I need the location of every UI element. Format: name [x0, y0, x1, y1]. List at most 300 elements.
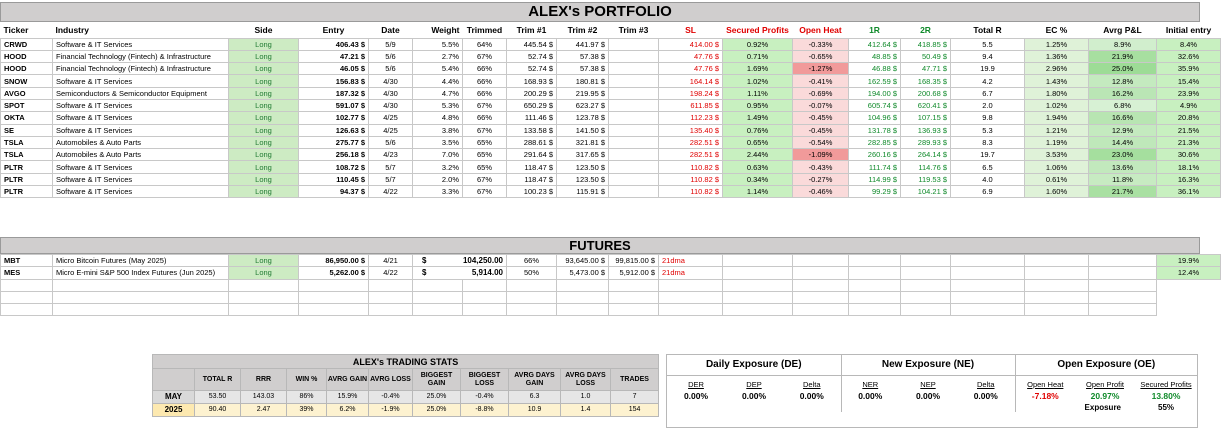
empty-row	[1, 304, 1221, 316]
cell-init: 18.1%	[1157, 161, 1221, 173]
cell-side: Long	[229, 255, 299, 267]
table-row[interactable]	[1, 75, 1221, 87]
cell-empty	[1025, 291, 1089, 303]
cell-industry: Software & IT Services	[53, 173, 229, 185]
cell-empty	[899, 403, 957, 412]
positions-table	[0, 23, 1221, 198]
cell-empty	[1, 279, 53, 291]
cell-init: 12.4%	[1157, 267, 1221, 279]
cell-entry: 256.18 $	[299, 149, 369, 161]
exposure-panel	[666, 354, 1198, 428]
table-row[interactable]	[1, 99, 1221, 111]
table-row[interactable]	[1, 173, 1221, 185]
stats-value: 143.03	[241, 391, 287, 404]
cell-t1: 118.47 $	[507, 161, 557, 173]
stats-value: -0.4%	[461, 391, 509, 404]
cell-side: Long	[229, 173, 299, 185]
cell-industry: Automobiles & Auto Parts	[53, 136, 229, 148]
cell-totr: 19.9	[951, 63, 1025, 75]
exposure-value: 20.97%	[1090, 391, 1120, 401]
cell-trim1: 93,645.00 $	[557, 255, 609, 267]
cell-r1: 111.74 $	[849, 161, 901, 173]
cell-empty	[901, 267, 951, 279]
cell-entry: 86,950.00 $	[299, 255, 369, 267]
table-row[interactable]	[1, 38, 1221, 50]
cell-sp: 1.69%	[723, 63, 793, 75]
column-header: EC %	[1025, 23, 1089, 38]
cell-ticker: TSLA	[1, 136, 53, 148]
cell-weight: 4.8%	[413, 112, 463, 124]
exposure-label: Delta	[957, 375, 1015, 389]
cell-side: Long	[229, 75, 299, 87]
cell-side: Long	[229, 124, 299, 136]
cell-date: 4/23	[369, 149, 413, 161]
column-header: Avrg P&L	[1089, 23, 1157, 38]
cell-pnl: 16.2%	[1089, 87, 1157, 99]
cell-t3	[609, 112, 659, 124]
cell-t1: 118.47 $	[507, 173, 557, 185]
cell-empty	[507, 291, 557, 303]
cell-empty	[299, 304, 369, 316]
cell-sp: 1.02%	[723, 75, 793, 87]
futures-row[interactable]	[1, 267, 1221, 279]
cell-sp: 1.14%	[723, 186, 793, 198]
cell-industry: Software & IT Services	[53, 99, 229, 111]
cell-entry: 108.72 $	[299, 161, 369, 173]
cell-empty	[1025, 267, 1089, 279]
stats-value: -8.8%	[461, 404, 509, 417]
cell-empty	[1025, 304, 1089, 316]
column-header: Secured Profits	[723, 23, 793, 38]
notional-value: 5,914.00	[471, 268, 503, 278]
cell-totr: 6.7	[951, 87, 1025, 99]
cell-entry: 406.43 $	[299, 38, 369, 50]
stats-header: TOTAL R	[195, 369, 241, 391]
exposure-value: 0.00%	[858, 391, 883, 401]
cell-weight: 2.7%	[413, 50, 463, 62]
exposure-total-value: 55%	[1158, 403, 1175, 412]
stats-header: AVRG DAYS GAIN	[509, 369, 561, 391]
cell-t2: 141.50 $	[557, 124, 609, 136]
cell-date: 4/25	[369, 124, 413, 136]
cell-trimmed: 65%	[463, 161, 507, 173]
cell-t3	[609, 149, 659, 161]
cell-heat: -0.45%	[793, 112, 849, 124]
cell-init: 32.6%	[1157, 50, 1221, 62]
exposure-label: DER	[688, 379, 704, 389]
table-header-row	[1, 23, 1221, 38]
cell-empty	[229, 304, 299, 316]
cell-r1: 282.85 $	[849, 136, 901, 148]
cell-t3	[609, 87, 659, 99]
cell-t2: 317.65 $	[557, 149, 609, 161]
cell-empty	[53, 291, 229, 303]
cell-ec: 1.02%	[1025, 99, 1089, 111]
cell-empty	[659, 291, 723, 303]
exposure-label: NEP	[920, 379, 936, 389]
cell-heat: -1.27%	[793, 63, 849, 75]
cell-totr: 5.5	[951, 38, 1025, 50]
stats-header: BIGGEST LOSS	[461, 369, 509, 391]
cell-date: 5/6	[369, 63, 413, 75]
cell-r2: 418.85 $	[901, 38, 951, 50]
cell-side: Long	[229, 99, 299, 111]
cell-r1: 46.88 $	[849, 63, 901, 75]
stats-value: 25.0%	[413, 404, 461, 417]
cell-heat: -0.43%	[793, 161, 849, 173]
table-row[interactable]	[1, 161, 1221, 173]
column-header: Initial entry	[1157, 23, 1221, 38]
stats-header: BIGGEST GAIN	[413, 369, 461, 391]
table-row[interactable]	[1, 50, 1221, 62]
cell-side: Long	[229, 63, 299, 75]
cell-entry: 94.37 $	[299, 186, 369, 198]
cell-init: 23.9%	[1157, 87, 1221, 99]
exposure-group-title: New Exposure (NE)	[841, 355, 1015, 375]
cell-date: 4/25	[369, 112, 413, 124]
cell-side: Long	[229, 50, 299, 62]
cell-sl: 611.85 $	[659, 99, 723, 111]
cell-pnl: 23.0%	[1089, 149, 1157, 161]
exposure-value: -7.18%	[1031, 391, 1059, 401]
cell-empty	[557, 304, 609, 316]
cell-pnl: 14.4%	[1089, 136, 1157, 148]
cell-empty	[901, 304, 951, 316]
cell-empty	[901, 255, 951, 267]
stats-value: 10.9	[509, 404, 561, 417]
cell-trimmed: 66%	[463, 75, 507, 87]
empty-row	[1, 279, 1221, 291]
cell-empty	[849, 304, 901, 316]
exposure-value: 0.00%	[915, 391, 941, 401]
table-row[interactable]	[1, 186, 1221, 198]
cell-empty	[463, 291, 507, 303]
cell-ticker: HOOD	[1, 50, 53, 62]
cell-empty	[507, 279, 557, 291]
exposure-group-title: Daily Exposure (DE)	[667, 355, 841, 375]
cell-heat: -1.09%	[793, 149, 849, 161]
cell-totr: 19.7	[951, 149, 1025, 161]
cell-weight: 2.0%	[413, 173, 463, 185]
cell-industry: Software & IT Services	[53, 124, 229, 136]
cell-trimmed: 67%	[463, 99, 507, 111]
empty-row	[1, 291, 1221, 303]
cell-entry: 187.32 $	[299, 87, 369, 99]
cell-industry: Micro Bitcoin Futures (May 2025)	[53, 255, 229, 267]
cell-empty	[951, 267, 1025, 279]
cell-ticker: PLTR	[1, 186, 53, 198]
cell-empty	[901, 279, 951, 291]
stats-value: -0.4%	[369, 391, 413, 404]
cell-entry: 110.45 $	[299, 173, 369, 185]
stats-value: 6.2%	[327, 404, 369, 417]
cell-sp: 1.49%	[723, 112, 793, 124]
cell-empty	[229, 279, 299, 291]
cell-empty	[507, 304, 557, 316]
cell-init: 20.8%	[1157, 112, 1221, 124]
cell-empty	[413, 304, 463, 316]
cell-empty	[557, 291, 609, 303]
cell-ec: 1.19%	[1025, 136, 1089, 148]
cell-empty	[609, 279, 659, 291]
cell-sp: 0.63%	[723, 161, 793, 173]
cell-totr: 2.0	[951, 99, 1025, 111]
cell-r1: 131.78 $	[849, 124, 901, 136]
cell-date: 4/30	[369, 87, 413, 99]
cell-sl: 110.82 $	[659, 186, 723, 198]
cell-empty	[369, 291, 413, 303]
cell-pnl: 16.6%	[1089, 112, 1157, 124]
portfolio-title-banner	[0, 2, 1200, 22]
cell-empty	[1089, 291, 1157, 303]
column-header: 2R	[901, 23, 951, 38]
cell-trim2: 99,815.00 $	[609, 255, 659, 267]
exposure-value: 0.00%	[957, 389, 1015, 403]
table-row[interactable]	[1, 63, 1221, 75]
cell-empty	[723, 279, 793, 291]
cell-empty	[1, 291, 53, 303]
cell-heat: -0.69%	[793, 87, 849, 99]
cell-ticker: TSLA	[1, 149, 53, 161]
cell-t2: 623.27 $	[557, 99, 609, 111]
cell-pnl: 12.9%	[1089, 124, 1157, 136]
cell-weight: 3.2%	[413, 161, 463, 173]
cell-sp: 0.65%	[723, 136, 793, 148]
futures-row[interactable]	[1, 255, 1221, 267]
cell-ticker: AVGO	[1, 87, 53, 99]
cell-trimmed: 64%	[463, 38, 507, 50]
cell-trimmed: 66%	[463, 63, 507, 75]
cell-totr: 9.4	[951, 50, 1025, 62]
cell-r1: 114.99 $	[849, 173, 901, 185]
cell-entry: 156.83 $	[299, 75, 369, 87]
stats-row	[153, 404, 659, 417]
stats-value: 39%	[287, 404, 327, 417]
cell-sl: 21dma	[659, 255, 723, 267]
table-row[interactable]	[1, 149, 1221, 161]
cell-notional	[413, 267, 507, 279]
exposure-label: DEP	[746, 379, 762, 389]
exposure-value: 13.80%	[1151, 391, 1181, 401]
cell-r2: 200.68 $	[901, 87, 951, 99]
exposure-label: Secured Profits	[1140, 379, 1192, 389]
cell-empty	[725, 403, 783, 412]
cell-weight: 5.4%	[413, 63, 463, 75]
cell-empty	[413, 279, 463, 291]
stats-header: AVRG DAYS LOSS	[561, 369, 611, 391]
stats-header: WIN %	[287, 369, 327, 391]
cell-trimmed: 67%	[463, 186, 507, 198]
cell-pnl: 25.0%	[1089, 63, 1157, 75]
column-header: Side	[229, 23, 299, 38]
notional-value: 104,250.00	[462, 256, 503, 266]
cell-empty	[659, 279, 723, 291]
stats-title: ALEX's TRADING STATS	[153, 355, 659, 369]
cell-pnl: 13.6%	[1089, 161, 1157, 173]
cell-ticker: SPOT	[1, 99, 53, 111]
exposure-value: 0.00%	[683, 391, 709, 401]
cell-t1: 291.64 $	[507, 149, 557, 161]
cell-totr: 5.3	[951, 124, 1025, 136]
cell-pnl: 12.8%	[1089, 75, 1157, 87]
cell-sp: 0.95%	[723, 99, 793, 111]
cell-empty	[841, 403, 899, 412]
column-header: Trim #1	[507, 23, 557, 38]
currency-symbol: $	[422, 268, 427, 278]
cell-empty	[1089, 255, 1157, 267]
cell-ec: 1.36%	[1025, 50, 1089, 62]
stats-value: 15.9%	[327, 391, 369, 404]
stats-value: 7	[611, 391, 659, 404]
cell-heat: -0.54%	[793, 136, 849, 148]
cell-ec: 2.96%	[1025, 63, 1089, 75]
cell-init: 35.9%	[1157, 63, 1221, 75]
cell-empty	[609, 304, 659, 316]
cell-trimmed: 65%	[463, 136, 507, 148]
cell-notional	[413, 255, 507, 267]
exposure-total-label: Exposure	[1084, 403, 1122, 412]
cell-empty	[369, 279, 413, 291]
cell-industry: Software & IT Services	[53, 38, 229, 50]
cell-t3	[609, 186, 659, 198]
cell-t1: 133.58 $	[507, 124, 557, 136]
cell-r1: 605.74 $	[849, 99, 901, 111]
table-row[interactable]	[1, 87, 1221, 99]
cell-industry: Micro E-mini S&P 500 Index Futures (Jun 2025)	[53, 267, 229, 279]
cell-r1: 48.85 $	[849, 50, 901, 62]
cell-entry: 46.05 $	[299, 63, 369, 75]
cell-r2: 289.93 $	[901, 136, 951, 148]
cell-sl: 21dma	[659, 267, 723, 279]
column-header: Industry	[53, 23, 229, 38]
cell-weight: 4.7%	[413, 87, 463, 99]
cell-empty	[1, 304, 53, 316]
exposure-value: 0.00%	[741, 391, 767, 401]
cell-side: Long	[229, 136, 299, 148]
cell-heat: -0.27%	[793, 173, 849, 185]
cell-sl: 47.76 $	[659, 63, 723, 75]
stats-value: 154	[611, 404, 659, 417]
cell-r1: 260.16 $	[849, 149, 901, 161]
cell-empty	[723, 255, 793, 267]
cell-industry: Semiconductors & Semiconductor Equipment	[53, 87, 229, 99]
cell-ec: 0.61%	[1025, 173, 1089, 185]
cell-r2: 119.53 $	[901, 173, 951, 185]
cell-ticker: MBT	[1, 255, 53, 267]
cell-ec: 1.06%	[1025, 161, 1089, 173]
cell-t3	[609, 173, 659, 185]
table-row[interactable]	[1, 124, 1221, 136]
cell-date: 5/9	[369, 38, 413, 50]
cell-side: Long	[229, 149, 299, 161]
cell-trim2: 5,912.00 $	[609, 267, 659, 279]
cell-t1: 52.74 $	[507, 63, 557, 75]
cell-empty	[53, 279, 229, 291]
cell-weight: 3.3%	[413, 186, 463, 198]
trading-stats-table	[152, 354, 659, 417]
cell-t3	[609, 75, 659, 87]
cell-heat: -0.46%	[793, 186, 849, 198]
cell-ec: 1.43%	[1025, 75, 1089, 87]
cell-empty	[793, 304, 849, 316]
cell-r1: 162.59 $	[849, 75, 901, 87]
cell-init: 8.4%	[1157, 38, 1221, 50]
stats-value: 6.3	[509, 391, 561, 404]
cell-empty	[849, 255, 901, 267]
cell-date: 5/7	[369, 161, 413, 173]
cell-t1: 100.23 $	[507, 186, 557, 198]
cell-t3	[609, 124, 659, 136]
cell-date: 5/6	[369, 50, 413, 62]
cell-side: Long	[229, 112, 299, 124]
cell-empty	[957, 403, 1015, 412]
stats-value: 2.47	[241, 404, 287, 417]
cell-entry: 591.07 $	[299, 99, 369, 111]
stats-row-label: 2025	[153, 404, 195, 417]
cell-ticker: MES	[1, 267, 53, 279]
column-header: Weight	[413, 23, 463, 38]
cell-ticker: PLTR	[1, 161, 53, 173]
cell-sp: 0.71%	[723, 50, 793, 62]
cell-industry: Financial Technology (Fintech) & Infrastructure	[53, 50, 229, 62]
cell-r1: 194.00 $	[849, 87, 901, 99]
cell-empty	[667, 403, 725, 412]
cell-date: 4/30	[369, 75, 413, 87]
cell-empty	[849, 279, 901, 291]
cell-pnl: 8.9%	[1089, 38, 1157, 50]
cell-industry: Software & IT Services	[53, 75, 229, 87]
cell-r2: 50.49 $	[901, 50, 951, 62]
cell-r2: 104.21 $	[901, 186, 951, 198]
column-header: Trim #3	[609, 23, 659, 38]
cell-weight: 3.8%	[413, 124, 463, 136]
cell-empty	[1089, 304, 1157, 316]
cell-t2: 321.81 $	[557, 136, 609, 148]
cell-trimmed: 67%	[463, 173, 507, 185]
exposure-label: Open Profit	[1086, 379, 1124, 389]
cell-r1: 104.96 $	[849, 112, 901, 124]
cell-init: 19.9%	[1157, 255, 1221, 267]
cell-date: 5/7	[369, 173, 413, 185]
cell-date: 4/21	[369, 255, 413, 267]
cell-t2: 123.78 $	[557, 112, 609, 124]
cell-empty	[659, 304, 723, 316]
cell-side: Long	[229, 38, 299, 50]
cell-pnl: 11.8%	[1089, 173, 1157, 185]
cell-heat: -0.41%	[793, 75, 849, 87]
cell-init: 16.3%	[1157, 173, 1221, 185]
stats-header: AVRG LOSS	[369, 369, 413, 391]
cell-totr: 6.9	[951, 186, 1025, 198]
exposure-value: 0.00%	[783, 389, 841, 403]
cell-t3	[609, 136, 659, 148]
table-row[interactable]	[1, 136, 1221, 148]
stats-value: 1.4	[561, 404, 611, 417]
cell-ticker: SE	[1, 124, 53, 136]
table-row[interactable]	[1, 112, 1221, 124]
cell-weight: 3.5%	[413, 136, 463, 148]
column-header: Trimmed	[463, 23, 507, 38]
column-header: Trim #2	[557, 23, 609, 38]
cell-ec: 1.80%	[1025, 87, 1089, 99]
cell-empty	[299, 291, 369, 303]
cell-empty	[723, 267, 793, 279]
cell-empty	[463, 304, 507, 316]
cell-empty	[901, 291, 951, 303]
cell-sl: 198.24 $	[659, 87, 723, 99]
cell-r1: 99.29 $	[849, 186, 901, 198]
cell-sp: 0.34%	[723, 173, 793, 185]
